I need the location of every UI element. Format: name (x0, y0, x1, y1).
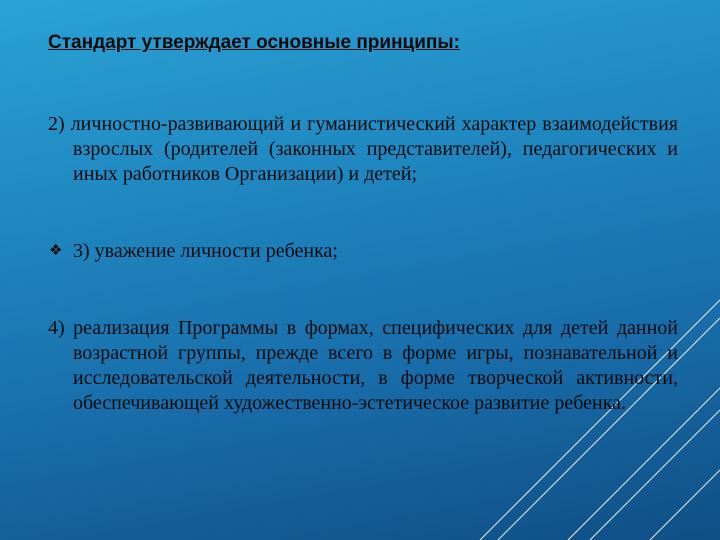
principle-item-4: 4) реализация Программы в формах, специфических для детей данной возрастной группы, прежде всего в форме игры, познавательной и исследовательской деятельности, в форме творческой активности, обеспечивающей художественно-эстетическое развитие ребенка. (48, 317, 678, 414)
principle-item-2: 2) личностно-развивающий и гуманистический характер взаимодействия взрослых (родителей (законных представителей), педагогических и иных работников Организации) и детей; (48, 113, 678, 185)
principle-item-3-text: 3) уважение личности ребенка; (73, 240, 338, 262)
principle-item-3 (48, 239, 678, 264)
slide-heading: Стандарт утверждает основные принципы: (48, 32, 460, 53)
slide-content (48, 32, 678, 416)
diamond-bullet-icon: ❖ (49, 243, 63, 259)
